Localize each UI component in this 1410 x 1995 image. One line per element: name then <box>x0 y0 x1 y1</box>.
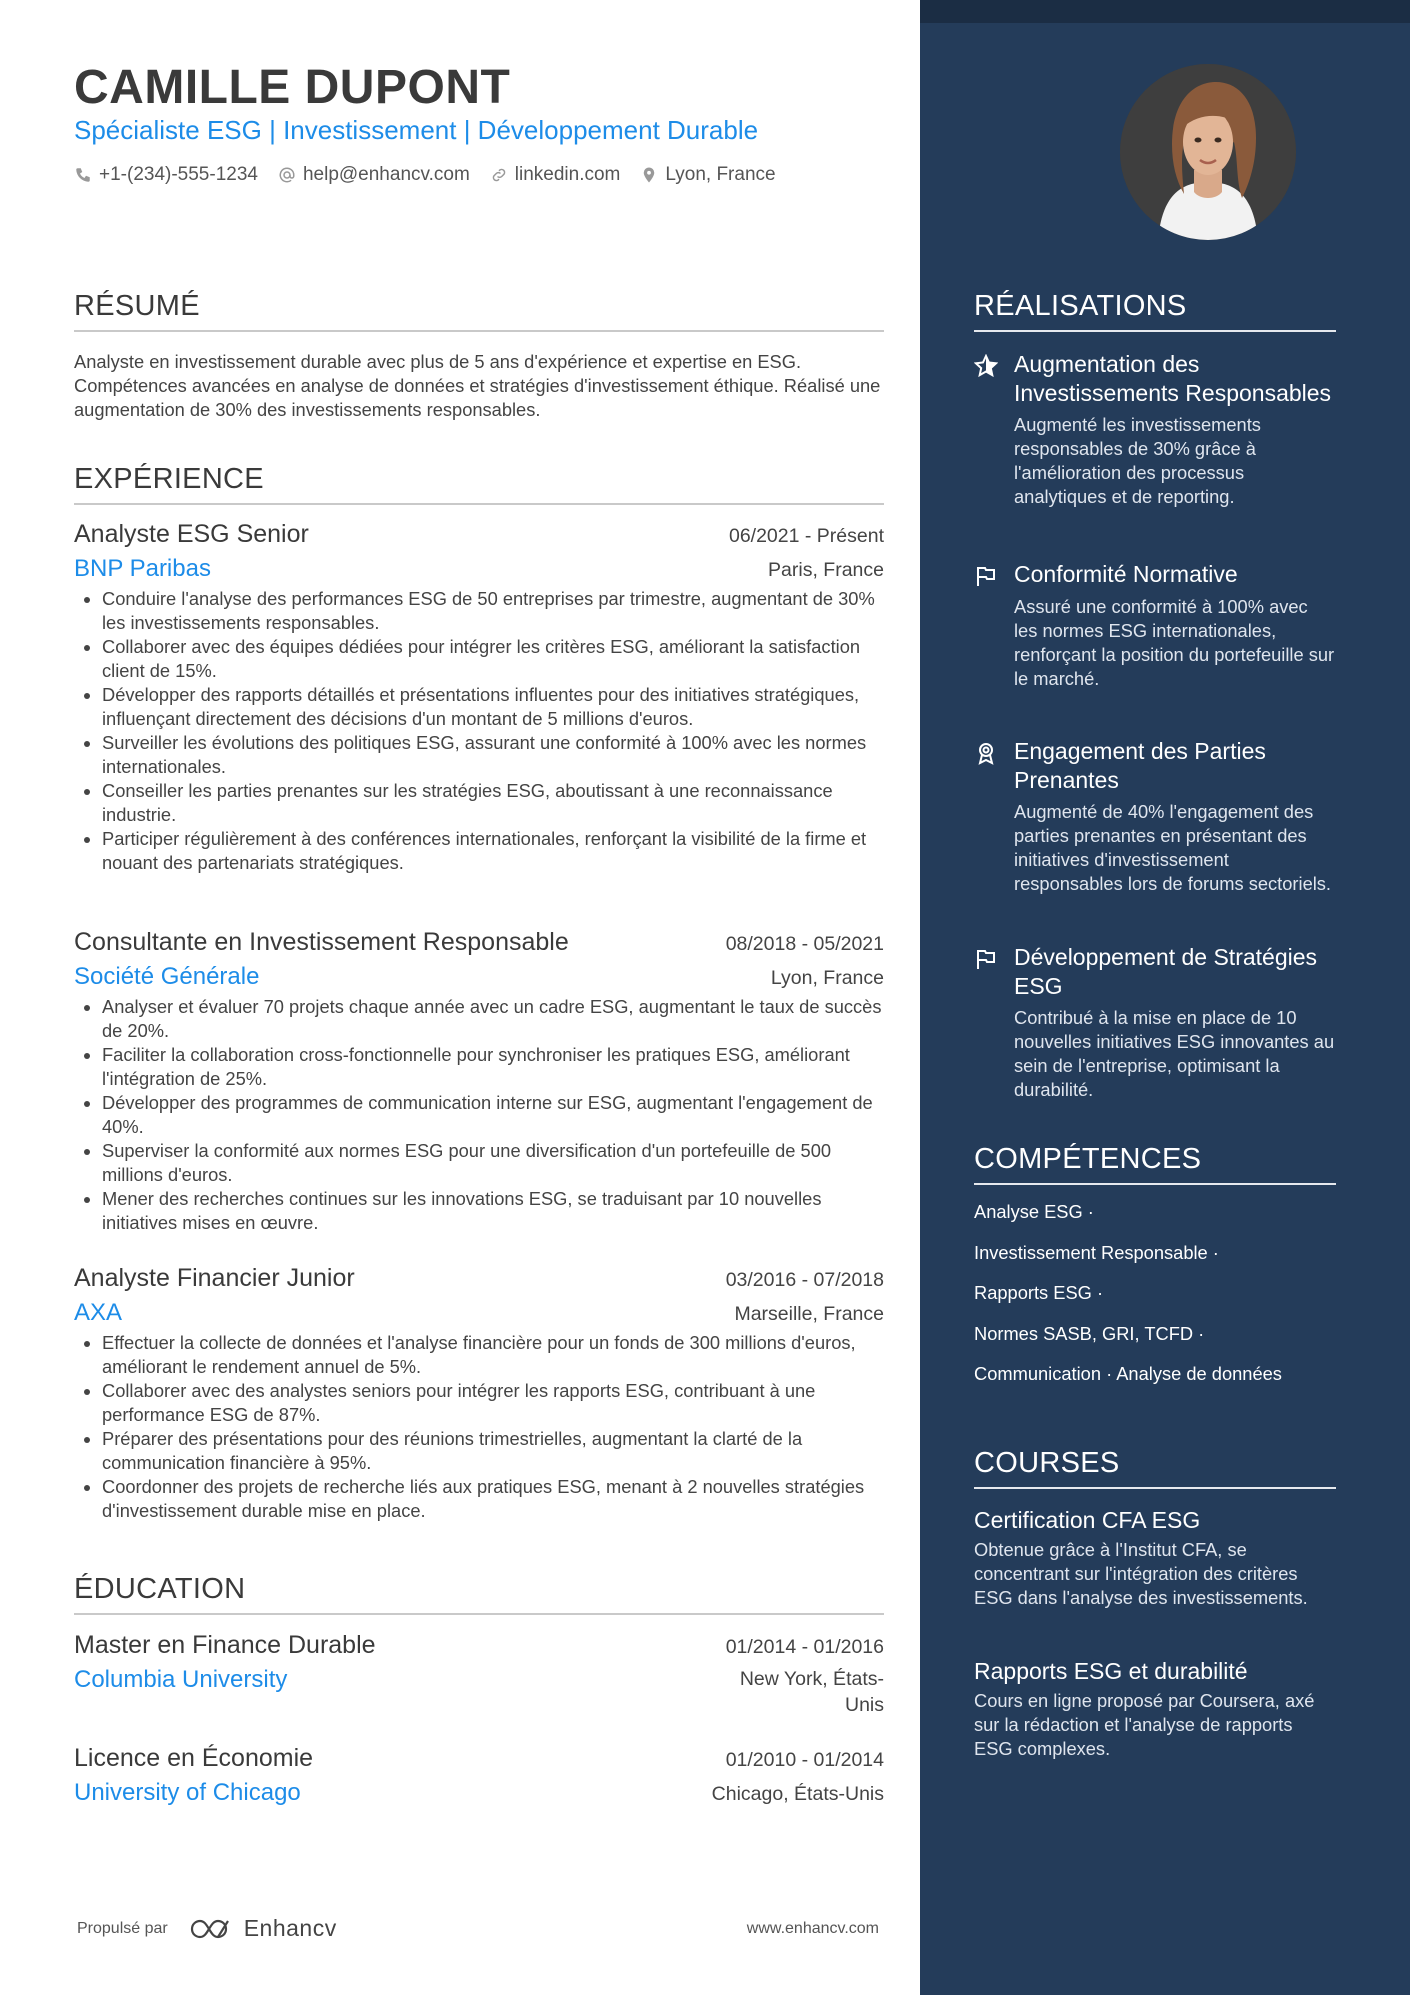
profile-photo <box>1120 64 1296 240</box>
job-role: Consultante en Investissement Responsable <box>74 928 569 956</box>
experience-item <box>74 1264 884 1523</box>
experience-item <box>74 520 884 875</box>
flag-icon-svg <box>974 947 998 971</box>
job-bullet: • Conseiller les parties prenantes sur les stratégies ESG, aboutissant à une reconnaissance industrie. <box>102 779 884 827</box>
course-title: Certification CFA ESG <box>974 1507 1201 1533</box>
phone-text: +1-(234)-555-1234 <box>99 164 258 185</box>
location-text: Lyon, France <box>665 164 776 185</box>
flag-icon-svg <box>974 564 998 588</box>
education-item <box>74 1744 884 1807</box>
achievement-item <box>974 560 1336 691</box>
edu-dates: 01/2010 - 01/2014 <box>725 1749 884 1771</box>
brand-name: Enhancv <box>243 1915 337 1941</box>
job-company: AXA <box>74 1299 123 1326</box>
award-icon <box>974 741 998 765</box>
job-bullet: • Conduire l'analyse des performances ESG de 50 entreprises par trimestre, augmentant de 30% les investissements responsables. <box>102 587 884 635</box>
edu-dates: 01/2014 - 01/2016 <box>725 1636 884 1658</box>
sidebar-top-band <box>920 0 1410 23</box>
contact-email[interactable] <box>278 164 470 186</box>
at-icon <box>278 166 296 184</box>
course-item <box>974 1506 1336 1610</box>
job-bullet: • Analyser et évaluer 70 projets chaque année avec un cadre ESG, augmentant le taux de succès de 20%. <box>102 995 884 1043</box>
job-bullet: • Collaborer avec des équipes dédiées pour intégrer les critères ESG, améliorant la satisfaction client de 15%. <box>102 635 884 683</box>
job-bullet: • Surveiller les évolutions des politiques ESG, assurant une conformité à 100% avec les normes internationales. <box>102 731 884 779</box>
course-desc: Obtenue grâce à l'Institut CFA, se concentrant sur l'intégration des critères ESG dans l'analyse des investissements. <box>974 1539 1308 1608</box>
job-bullet: • Effectuer la collecte de données et l'analyse financière pour un fonds de 300 millions d'euros, améliorant le rendement annuel de 5%. <box>102 1331 884 1379</box>
job-location: Marseille, France <box>734 1303 884 1325</box>
courses-heading: COURSES <box>974 1447 1336 1489</box>
achievement-desc: Assuré une conformité à 100% avec les normes ESG internationales, renforçant la position du portefeuille sur le marché. <box>1014 595 1335 689</box>
edu-location: New York, États-Unis <box>739 1668 884 1716</box>
summary-heading: RÉSUMÉ <box>74 290 884 332</box>
phone-icon <box>74 166 92 184</box>
person-portrait-icon <box>1120 64 1296 240</box>
powered-label: Propulsé par <box>77 1919 168 1937</box>
brand-logo[interactable] <box>188 1915 337 1942</box>
enhancv-logo-icon <box>188 1917 234 1941</box>
job-company: BNP Paribas <box>74 555 211 582</box>
achievement-title: Développement de Stratégies ESG <box>1014 944 1318 999</box>
education-heading: ÉDUCATION <box>74 1573 884 1615</box>
job-location: Lyon, France <box>770 967 884 989</box>
footer <box>77 1915 879 1942</box>
course-title: Rapports ESG et durabilité <box>974 1658 1248 1684</box>
edu-school: Columbia University <box>74 1666 288 1693</box>
job-dates: 06/2021 - Présent <box>728 525 884 547</box>
summary-text: Analyste en investissement durable avec plus de 5 ans d'expérience et expertise en ESG. Compétences avancées en analyse de données et stratégies d'investissement éthique. Réalisé une augmentation de 30% des investissements responsables. <box>74 351 881 420</box>
job-bullets <box>74 995 884 1235</box>
edu-location: Chicago, États-Unis <box>711 1783 884 1805</box>
skill-line: Normes SASB, GRI, TCFD · <box>974 1322 1205 1344</box>
edu-degree: Licence en Économie <box>74 1744 314 1772</box>
experience-item <box>74 928 884 1235</box>
achievement-title: Engagement des Parties Prenantes <box>1014 738 1266 793</box>
job-dates: 03/2016 - 07/2018 <box>725 1269 884 1291</box>
skill-line: Investissement Responsable · <box>974 1241 1219 1263</box>
job-bullet: • Mener des recherches continues sur les innovations ESG, se traduisant par 10 nouvelles initiatives mises en œuvre. <box>102 1187 884 1235</box>
star-icon-svg <box>974 354 998 378</box>
skill-line: Communication · Analyse de données <box>974 1363 1282 1384</box>
website-link[interactable]: www.enhancv.com <box>746 1919 879 1937</box>
powered-by <box>77 1915 337 1942</box>
achievement-desc: Contribué à la mise en place de 10 nouvelles initiatives ESG innovantes au sein de l'entreprise, optimisant la durabilité. <box>1014 1007 1335 1100</box>
job-bullet: • Participer régulièrement à des conférences internationales, renforçant la visibilité de la firme et nouant des partenariats stratégiques. <box>102 827 884 875</box>
award-icon-svg <box>974 741 998 765</box>
job-bullet: • Coordonner des projets de recherche liés aux pratiques ESG, menant à 2 nouvelles stratégies d'investissement durable mise en place. <box>102 1475 884 1523</box>
job-bullet: • Développer des programmes de communication interne sur ESG, augmentant l'engagement de 40%. <box>102 1091 884 1139</box>
job-bullets <box>74 1331 884 1523</box>
edu-school: University of Chicago <box>74 1779 301 1806</box>
achievement-title: Conformité Normative <box>1014 561 1238 587</box>
skill-line: Analyse ESG · <box>974 1201 1094 1222</box>
job-bullet: • Collaborer avec des analystes seniors pour intégrer les rapports ESG, contribuant à une performance ESG de 87%. <box>102 1379 884 1427</box>
contact-location <box>640 164 775 186</box>
skill-line: Rapports ESG · <box>974 1282 1104 1303</box>
job-bullet: • Faciliter la collaboration cross-fonctionnelle pour synchroniser les pratiques ESG, améliorant l'intégration de 25%. <box>102 1043 884 1091</box>
contact-bar <box>74 164 796 186</box>
skills-heading: COMPÉTENCES <box>974 1143 1336 1185</box>
candidate-name: CAMILLE DUPONT <box>74 61 511 114</box>
job-bullet: • Superviser la conformité aux normes ESG pour une diversification d'un portefeuille de 500 millions d'euros. <box>102 1139 884 1187</box>
contact-phone[interactable] <box>74 164 258 186</box>
edu-degree: Master en Finance Durable <box>74 1631 376 1659</box>
link-icon <box>490 166 508 184</box>
achievement-item <box>974 737 1336 896</box>
achievement-item <box>974 943 1336 1102</box>
achievement-desc: Augmenté de 40% l'engagement des parties prenantes en présentant des initiatives d'investissement responsables lors de forums sectoriels. <box>1014 801 1332 894</box>
flag-icon <box>974 564 998 588</box>
achievement-title: Augmentation des Investissements Responsables <box>1014 351 1332 406</box>
candidate-title: Spécialiste ESG | Investissement | Développement Durable <box>74 115 759 145</box>
job-company: Société Générale <box>74 963 260 990</box>
job-role: Analyste Financier Junior <box>74 1264 355 1292</box>
course-desc: Cours en ligne proposé par Coursera, axé sur la rédaction et l'analyse de rapports ESG complexes. <box>974 1690 1315 1759</box>
contact-linkedin[interactable] <box>490 164 621 186</box>
job-dates: 08/2018 - 05/2021 <box>725 933 884 955</box>
location-pin-icon <box>640 166 658 184</box>
achievement-item <box>974 350 1336 509</box>
job-bullet: • Préparer des présentations pour des réunions trimestrielles, augmentant la clarté de la communication financière à 95%. <box>102 1427 884 1475</box>
job-location: Paris, France <box>768 559 884 581</box>
achievement-desc: Augmenté les investissements responsables de 30% grâce à l'amélioration des processus analytiques et de reporting. <box>1014 414 1261 507</box>
skills-list <box>974 1200 1354 1403</box>
job-bullets <box>74 587 884 875</box>
flag-icon <box>974 947 998 971</box>
job-bullet: • Développer des rapports détaillés et présentations influentes pour des initiatives stratégiques, influençant directement des décisions d'un montant de 5 millions d'euros. <box>102 683 884 731</box>
course-item <box>974 1657 1336 1761</box>
education-item <box>74 1631 884 1718</box>
job-role: Analyste ESG Senior <box>74 520 309 548</box>
email-text: help@enhancv.com <box>302 164 470 185</box>
experience-heading: EXPÉRIENCE <box>74 463 884 505</box>
achievements-heading: RÉALISATIONS <box>974 290 1336 332</box>
star-icon <box>974 354 998 378</box>
sidebar <box>920 0 1410 1995</box>
linkedin-text: linkedin.com <box>514 164 621 185</box>
